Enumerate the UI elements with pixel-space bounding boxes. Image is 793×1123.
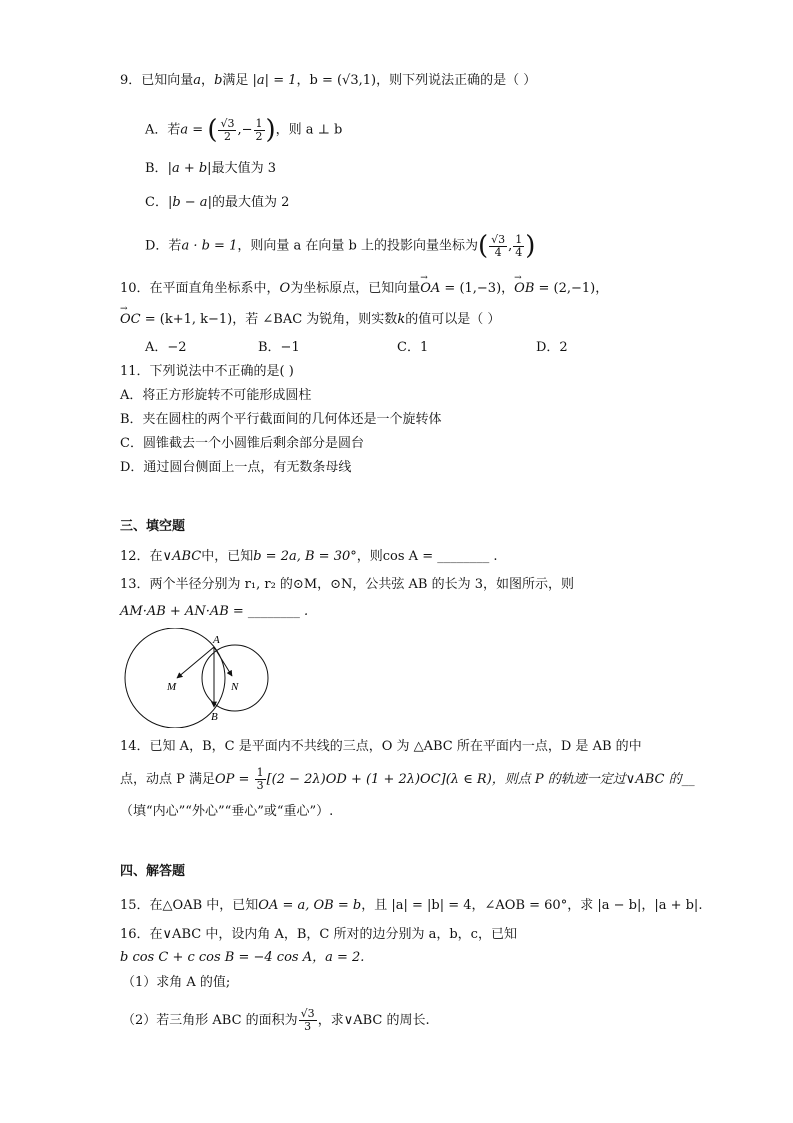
q10-option-b: B．−1 bbox=[258, 340, 300, 355]
q9-d-frac2 bbox=[513, 234, 524, 259]
q12-abc: ABC bbox=[172, 549, 202, 564]
q14-frac bbox=[255, 767, 266, 792]
q9-a-tail: ，则 a ⊥ b bbox=[275, 122, 343, 138]
q12-line bbox=[120, 548, 498, 566]
label-b: B bbox=[211, 711, 218, 723]
q15-b: OA = a, OB = b bbox=[258, 898, 362, 913]
q13-figure bbox=[115, 628, 275, 728]
q11-option-a: A．将正方形旋转不可能形成圆柱 bbox=[120, 388, 312, 403]
q9-a-label: A．若 bbox=[145, 122, 181, 138]
q9-d-expr: a · b = 1 bbox=[181, 238, 238, 254]
circle-n bbox=[202, 645, 268, 711]
q9-a-lparen: ( bbox=[207, 115, 218, 145]
q9-d-frac1 bbox=[489, 234, 507, 259]
q9-sep: ， bbox=[201, 73, 215, 88]
q11-stem: 11．下列说法中不正确的是( ) bbox=[120, 364, 294, 379]
q11-option-c: C．圆锥截去一个小圆锥后剩余部分是圆台 bbox=[120, 436, 364, 451]
q12-a: 12．在∨ bbox=[120, 549, 173, 564]
q10-line1 bbox=[120, 280, 608, 298]
q11-option-b: B．夹在圆柱的两个平行截面间的几何体还是一个旋转体 bbox=[120, 412, 442, 427]
q10-ob-val: = (2,−1)， bbox=[534, 281, 609, 296]
q11-option-d: D．通过圆台侧面上一点，有无数条母线 bbox=[120, 460, 352, 475]
q9-d-rparen: ) bbox=[525, 231, 536, 261]
q9-option-a bbox=[145, 114, 342, 147]
q9-option-c bbox=[145, 194, 289, 212]
q9-d-label: D．若 bbox=[145, 238, 182, 254]
q9-a-comma: ,− bbox=[237, 122, 253, 138]
q16-part1: （1）求角 A 的值; bbox=[122, 975, 231, 990]
q16-frac-num: √3 bbox=[300, 1007, 315, 1020]
section-answer-heading: 四、解答题 bbox=[120, 864, 186, 879]
q10-o: O bbox=[279, 281, 291, 296]
q16-part2a: （2）若三角形 ABC 的面积为 bbox=[122, 1013, 298, 1028]
q10-oa: → OA bbox=[420, 280, 440, 298]
label-a: A bbox=[213, 634, 220, 646]
q13-line1: 13．两个半径分别为 r₁, r₂ 的⊙M，⊙N，公共弦 AB 的长为 3，如图所示，则 bbox=[120, 577, 575, 592]
q13-line2: AM·AB + AN·AB = ________ . bbox=[120, 604, 309, 619]
q10-option-d: D．2 bbox=[536, 340, 568, 355]
q9-option-d: D．若a · b = 1，则向量 a 在向量 b 上的投影向量坐标为( $\frac{√3}{4}$ , $\frac{1}{4}$ ) bbox=[145, 231, 536, 261]
q9-option-b bbox=[145, 160, 276, 178]
q9-vec-a: a bbox=[193, 73, 202, 88]
an-arrow bbox=[214, 647, 232, 676]
q9-a-frac2-den: 2 bbox=[255, 129, 263, 143]
q10-oc: → OC bbox=[120, 311, 141, 329]
q10-option-a: A．−2 bbox=[145, 340, 187, 355]
q14-line3: （填“内心”“外心”“垂心”或“重心”）. bbox=[120, 804, 334, 819]
q9-a-frac1-den: 2 bbox=[223, 129, 231, 143]
q9-b-expr: |a + b| bbox=[167, 161, 212, 176]
q10-oa-val: = (1,−3)， bbox=[440, 281, 515, 296]
q9-b-tail: 最大值为 3 bbox=[211, 161, 276, 176]
q9-vec-b: b bbox=[214, 73, 223, 88]
q9-a-frac1 bbox=[218, 118, 236, 143]
q9-cond1-val: |a| = 1 bbox=[252, 73, 297, 88]
q9-a-rparen: ) bbox=[265, 115, 276, 145]
q10-oc-val: = (k+1, k−1) bbox=[140, 312, 233, 327]
q10-option-c: C．1 bbox=[397, 340, 429, 355]
q14-line2c: [(2 − 2λ)OD + (1 + 2λ)OC](λ ∈ R)，则点 P 的轨迹一定过∨ABC 的__ bbox=[266, 772, 695, 787]
q9-c-tail: 的最大值为 2 bbox=[211, 195, 290, 210]
q9-d-frac1-num: √3 bbox=[491, 232, 506, 246]
q9-d-mid: ，则向量 a 在向量 b 上的投影向量坐标为 bbox=[237, 238, 478, 254]
circle-m bbox=[125, 628, 225, 728]
q14-frac-den: 3 bbox=[256, 779, 264, 792]
q14-frac-num: 1 bbox=[256, 766, 264, 779]
q9-a-frac1-num: √3 bbox=[220, 116, 235, 130]
q9-stem bbox=[120, 72, 536, 90]
q9-cond1: 满足 bbox=[222, 73, 249, 88]
am-arrow bbox=[177, 647, 214, 678]
q15-a: 15．在△OAB 中，已知 bbox=[120, 898, 259, 913]
q16-part2b: ，求∨ABC 的周长. bbox=[317, 1013, 430, 1028]
q9-c-label: C． bbox=[145, 195, 168, 210]
q16-line1: 16．在∨ABC 中，设内角 A，B，C 所对的边分别为 a，b，c，已知 bbox=[120, 927, 517, 942]
q14-line2b: OP = bbox=[215, 772, 254, 787]
q9-a-vec: a = bbox=[180, 122, 208, 138]
q15-line bbox=[120, 897, 702, 915]
q9-d-frac2-num: 1 bbox=[515, 232, 523, 246]
label-n: N bbox=[231, 681, 239, 693]
q9-d-frac1-den: 4 bbox=[494, 245, 502, 259]
q16-part2 bbox=[122, 1005, 430, 1037]
q9-ask: ，则下列说法正确的是（ ） bbox=[376, 73, 537, 88]
q10-line2c: 的值可以是（ ） bbox=[405, 312, 501, 327]
q10-line2b: ，若 ∠BAC 为锐角，则实数 bbox=[232, 312, 398, 327]
q10-ob: → OB bbox=[514, 280, 534, 298]
q9-a-frac2-num: 1 bbox=[255, 116, 263, 130]
q12-cond: b = 2a, B = 30° bbox=[253, 549, 357, 564]
q10-k: k bbox=[397, 312, 406, 327]
q10-line1a: 10．在平面直角坐标系中， bbox=[120, 281, 280, 296]
q9-b-label: B． bbox=[145, 161, 168, 176]
q15-c: ，且 |a| = |b| = 4，∠AOB = 60°，求 |a − b|，|a + b|. bbox=[361, 898, 703, 913]
q10-line2 bbox=[120, 311, 500, 329]
q14-line1: 14．已知 A，B，C 是平面内不共线的三点，O 为 △ABC 所在平面内一点，D 是 AB 的中 bbox=[120, 739, 642, 754]
section-fill-in-heading: 三、填空题 bbox=[120, 519, 186, 534]
q9-cond2: ，b = (√3,1) bbox=[296, 73, 377, 88]
q14-line2 bbox=[120, 765, 695, 795]
label-m: M bbox=[167, 681, 177, 693]
q12-b: 中，已知 bbox=[201, 549, 254, 564]
q9-d-frac2-den: 4 bbox=[515, 245, 523, 259]
q12-c: ，则 bbox=[356, 549, 383, 564]
q16-frac-den: 3 bbox=[304, 1020, 312, 1033]
q16-frac bbox=[299, 1008, 317, 1033]
q9-stem-text: 9．已知向量 bbox=[120, 73, 194, 88]
q9-a-frac2 bbox=[254, 118, 265, 143]
q14-line2a: 点，动点 P 满足 bbox=[120, 772, 216, 787]
q12-ask: cos A = ________ . bbox=[382, 549, 498, 564]
q9-d-lparen: ( bbox=[477, 231, 489, 261]
q16-line2: b cos C + c cos B = −4 cos A，a = 2. bbox=[120, 950, 365, 965]
q10-line1b: 为坐标原点，已知向量 bbox=[290, 281, 421, 296]
q9-c-expr: |b − a| bbox=[167, 195, 212, 210]
